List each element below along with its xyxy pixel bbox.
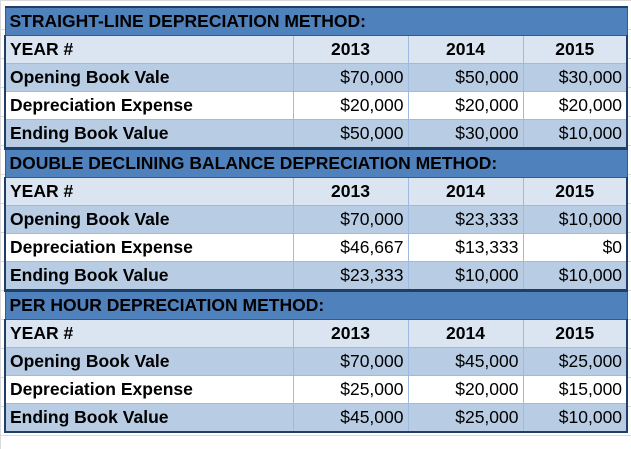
year-cell[interactable]: 2015	[523, 320, 627, 348]
value-cell[interactable]: $50,000	[293, 120, 408, 149]
row-label[interactable]: Ending Book Value	[5, 404, 293, 433]
value-cell[interactable]: $20,000	[408, 376, 523, 404]
section-title-row	[5, 7, 627, 36]
value-cell[interactable]: $46,667	[293, 234, 408, 262]
year-header-label[interactable]: YEAR #	[5, 36, 293, 64]
value-cell[interactable]: $70,000	[293, 64, 408, 92]
year-cell[interactable]: 2013	[293, 36, 408, 64]
year-cell[interactable]: 2015	[523, 36, 627, 64]
section-title[interactable]: PER HOUR DEPRECIATION METHOD:	[5, 291, 627, 320]
year-cell[interactable]: 2013	[293, 320, 408, 348]
table-row	[5, 262, 627, 291]
value-cell[interactable]: $23,333	[293, 262, 408, 291]
year-cell[interactable]: 2015	[523, 178, 627, 206]
value-cell[interactable]: $20,000	[293, 92, 408, 120]
value-cell[interactable]: $10,000	[523, 120, 627, 149]
year-cell[interactable]: 2014	[408, 36, 523, 64]
value-cell[interactable]: $20,000	[408, 92, 523, 120]
row-label[interactable]: Ending Book Value	[5, 120, 293, 149]
year-header-label[interactable]: YEAR #	[5, 320, 293, 348]
table-row	[5, 404, 627, 433]
value-cell[interactable]: $10,000	[408, 262, 523, 291]
year-header-row	[5, 320, 627, 348]
table-row	[5, 64, 627, 92]
row-label[interactable]: Depreciation Expense	[5, 234, 293, 262]
value-cell[interactable]: $30,000	[408, 120, 523, 149]
depreciation-table	[4, 6, 628, 433]
row-label[interactable]: Depreciation Expense	[5, 376, 293, 404]
value-cell[interactable]: $70,000	[293, 348, 408, 376]
value-cell[interactable]: $45,000	[408, 348, 523, 376]
year-header-row	[5, 36, 627, 64]
year-cell[interactable]: 2014	[408, 320, 523, 348]
value-cell[interactable]: $15,000	[523, 376, 627, 404]
row-label[interactable]: Ending Book Value	[5, 262, 293, 291]
row-label[interactable]: Opening Book Vale	[5, 64, 293, 92]
year-header-row	[5, 178, 627, 206]
value-cell[interactable]: $30,000	[523, 64, 627, 92]
value-cell[interactable]: $13,333	[408, 234, 523, 262]
value-cell[interactable]: $25,000	[523, 348, 627, 376]
table-row	[5, 120, 627, 149]
table-row	[5, 348, 627, 376]
section-title[interactable]: DOUBLE DECLINING BALANCE DEPRECIATION METHOD:	[5, 149, 627, 178]
table-row	[5, 234, 627, 262]
value-cell[interactable]: $25,000	[293, 376, 408, 404]
value-cell[interactable]: $10,000	[523, 404, 627, 433]
section-title[interactable]: STRAIGHT-LINE DEPRECIATION METHOD:	[5, 7, 627, 36]
row-label[interactable]: Opening Book Vale	[5, 348, 293, 376]
section-title-row	[5, 149, 627, 178]
value-cell[interactable]: $10,000	[523, 262, 627, 291]
value-cell[interactable]: $70,000	[293, 206, 408, 234]
value-cell[interactable]: $25,000	[408, 404, 523, 433]
section-title-row	[5, 291, 627, 320]
row-label[interactable]: Depreciation Expense	[5, 92, 293, 120]
value-cell[interactable]: $50,000	[408, 64, 523, 92]
value-cell[interactable]: $10,000	[523, 206, 627, 234]
year-header-label[interactable]: YEAR #	[5, 178, 293, 206]
year-cell[interactable]: 2013	[293, 178, 408, 206]
year-cell[interactable]: 2014	[408, 178, 523, 206]
table-row	[5, 206, 627, 234]
value-cell[interactable]: $45,000	[293, 404, 408, 433]
row-label[interactable]: Opening Book Vale	[5, 206, 293, 234]
table-row	[5, 92, 627, 120]
value-cell[interactable]: $20,000	[523, 92, 627, 120]
value-cell[interactable]: $0	[523, 234, 627, 262]
value-cell[interactable]: $23,333	[408, 206, 523, 234]
table-row	[5, 376, 627, 404]
